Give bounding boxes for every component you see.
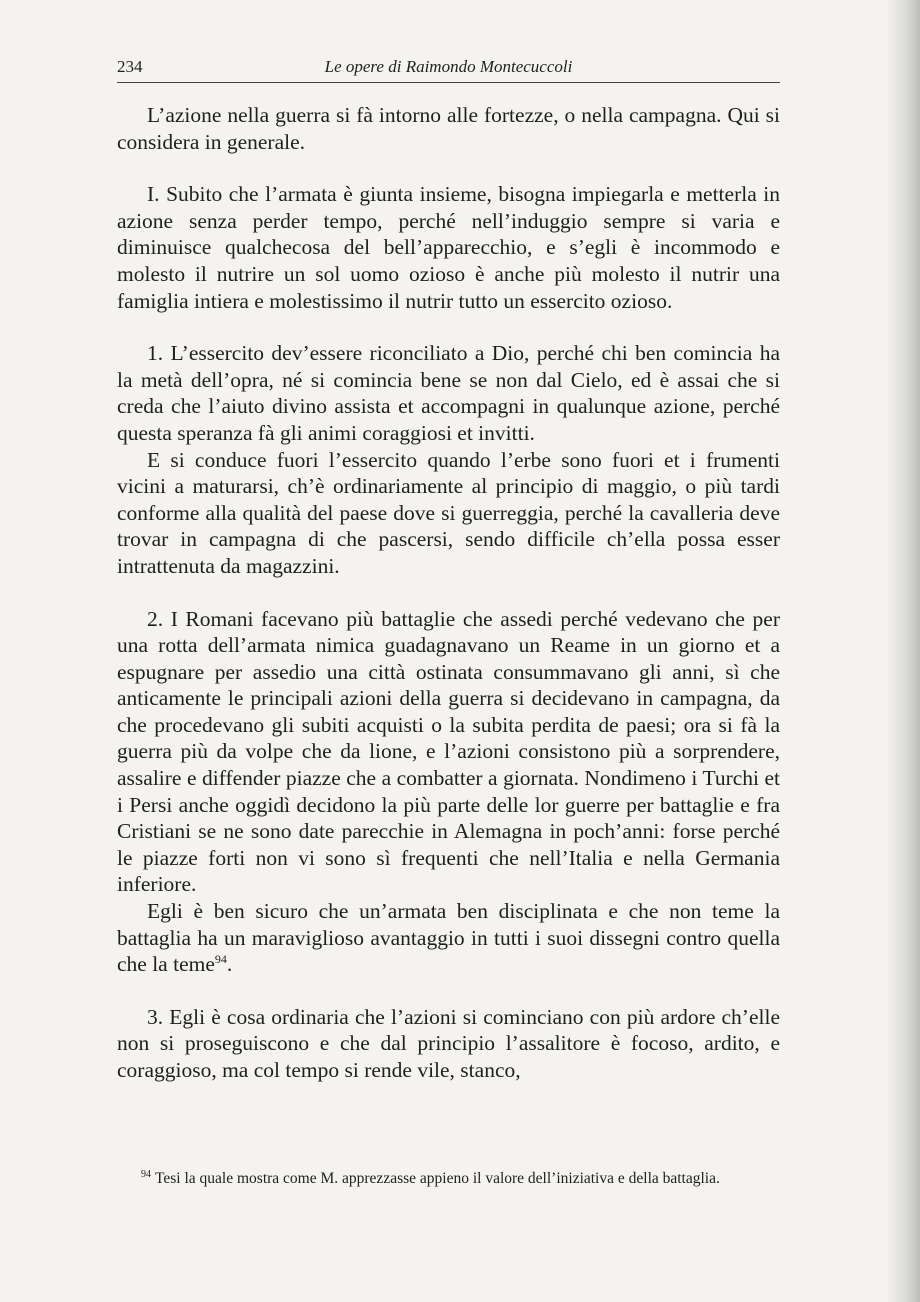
running-header <box>117 57 780 81</box>
footnote-reference[interactable]: 94 <box>214 952 227 967</box>
running-title: Le opere di Raimondo Montecuccoli <box>324 57 573 76</box>
footnote-text: Tesi la quale mostra come M. apprezzasse appieno il valore dell’iniziativa e della battaglia. <box>155 1170 720 1187</box>
page-edge-shadow <box>886 0 920 1302</box>
header-rule <box>117 82 780 83</box>
paragraph-point-2: 2. I Romani facevano più battaglie che assedi perché vedevano che per una rotta dell’armata nimica guadagnavano un Reame in un giorno et a espugnare per assedio una città ostinata consummavano gli anni, sì che anticamente le principali azioni della guerra si decidevano in campagna, da che procedevano gli subiti acquisti o la subita perdita de paesi; ora si fà la guerra più da volpe che da lione, e l’azioni consistono più a sorprendere, assalire e diffender piazze che a combatter a giornata. Nondimeno i Turchi et i Persi anche oggidì decidono la più parte delle lor guerre per battaglie e fra Cristiani se ne sono date parecchie in Alemagna in poch’anni: forse perché le piazze forti non vi sono sì frequenti che nell’Italia e nella Germania inferiore. <box>117 606 780 897</box>
body-text <box>117 102 780 1084</box>
paragraph-point-3: 3. Egli è cosa ordinaria che l’azioni si cominciano con più ardore ch’elle non si proseguiscono e che dal principio l’assalitore è focoso, ardito, e coraggioso, ma col tempo si rende vile, stanco, <box>117 1004 780 1082</box>
paragraph-intro: L’azione nella guerra si fà intorno alle fortezze, o nella campagna. Qui si considera in generale. <box>117 103 780 154</box>
footnote-number: 94 <box>141 1168 151 1180</box>
paragraph-section-I: I. Subito che l’armata è giunta insieme, bisogna impiegarla e metterla in azione senza perder tempo, perché nell’induggio sempre si varia e diminuisce qualchecosa del bell’apparecchio, e s’egli è incommodo e molesto il nutrire un sol uomo ozioso è anche più molesto il nutrir una famiglia intiera e molestissimo il nutrir tutto un essercito ozioso. <box>117 182 780 313</box>
paragraph-point-2-continued-text: Egli è ben sicuro che un’armata ben disciplinata e che non teme la battaglia ha un maraviglioso avantaggio in tutti i suoi dissegni contro quella che la teme <box>117 899 780 977</box>
paragraph-point-1-continued: E si conduce fuori l’essercito quando l’erbe sono fuori et i frumenti vicini a maturarsi, ch’è ordinariamente al principio di maggio, o più tardi conforme alla qualità del paese dove si guerreggia, perché la cavalleria deve trovar in campagna di che pascersi, sendo difficile ch’ella possa esser intrattenuta da magazzini. <box>117 447 780 578</box>
paragraph-end-punctuation: . <box>226 952 233 977</box>
paragraph-point-2-continued <box>117 898 780 978</box>
footnote <box>117 1168 780 1189</box>
paragraph-point-1: 1. L’essercito dev’essere riconciliato a Dio, perché chi ben comincia ha la metà dell’opra, né si comincia bene se non dal Cielo, ed è assai che si creda che l’aiuto divino assista et accompagni in qualunque azione, perché questa speranza fà gli animi coraggiosi et invitti. <box>117 341 780 445</box>
page-number: 234 <box>117 57 143 76</box>
